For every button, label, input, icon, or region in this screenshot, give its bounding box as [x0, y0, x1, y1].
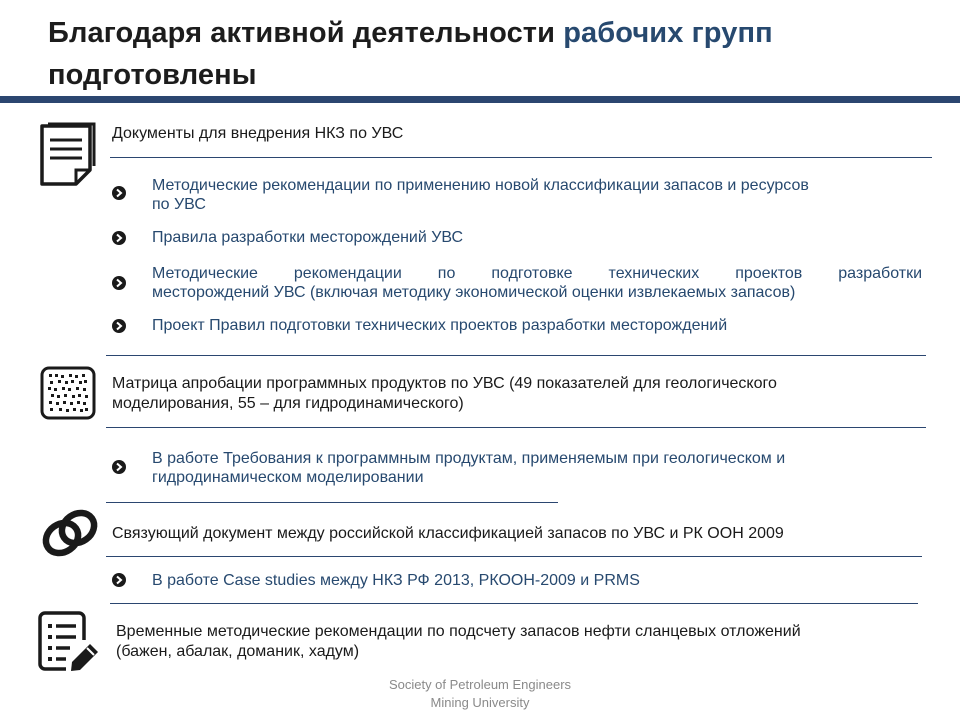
title-part1: Благодаря активной деятельности [48, 17, 556, 49]
chevron-bullet-icon [112, 276, 126, 290]
title-underline-bar [0, 96, 960, 103]
section-divider [106, 556, 922, 557]
footer [330, 676, 630, 712]
chevron-bullet-icon [112, 573, 126, 587]
bullet-text: Методические рекомендации по применению новой классификации запасов и ресурсов по УВС [152, 177, 809, 213]
checklist-edit-icon [38, 610, 102, 672]
document-icon [38, 120, 98, 188]
title-line2: подготовлены [48, 59, 257, 91]
bullet-text: Проект Правил подготовки технических проектов разработки месторождений [152, 317, 728, 334]
chevron-bullet-icon [112, 231, 126, 245]
section-divider [110, 603, 918, 604]
page-title [48, 12, 928, 96]
bullet-text: В работе Требования к программным продуктам, применяемым при геологическом и гидродинамическом моделировании [152, 450, 786, 486]
footer-line2: Mining University [430, 695, 530, 710]
bullet-text: Правила разработки месторождений УВС [152, 229, 464, 246]
section-heading: Временные методические рекомендации по подсчету запасов нефти сланцевых отложений (бажен, абалак, доманик, хадум) [116, 623, 801, 660]
section-heading: Связующий документ между российской классификацией запасов по УВС и РК ООН 2009 [112, 525, 784, 542]
section-divider [106, 502, 558, 503]
matrix-icon [40, 366, 96, 420]
bullet-text: В работе Case studies между НКЗ РФ 2013, РКООН-2009 и PRMS [152, 572, 640, 589]
section-divider [106, 355, 926, 356]
section-divider [106, 427, 926, 428]
chevron-bullet-icon [112, 186, 126, 200]
bullet-text: Методические рекомендации по подготовке технических проектов разработки месторождений УВС (включая методику экономической оценки извлекаемых запасов) [152, 265, 922, 301]
section-heading: Документы для внедрения НКЗ по УВС [112, 125, 404, 142]
title-accent: рабочих групп [563, 17, 773, 49]
section-heading: Матрица апробации программных продуктов по УВС (49 показателей для геологического моделирования, 55 – для гидродинамического) [112, 375, 777, 412]
section-divider [110, 157, 932, 158]
footer-line1: Society of Petroleum Engineers [388, 677, 572, 692]
chevron-bullet-icon [112, 460, 126, 474]
chevron-bullet-icon [112, 319, 126, 333]
link-icon [38, 504, 102, 562]
